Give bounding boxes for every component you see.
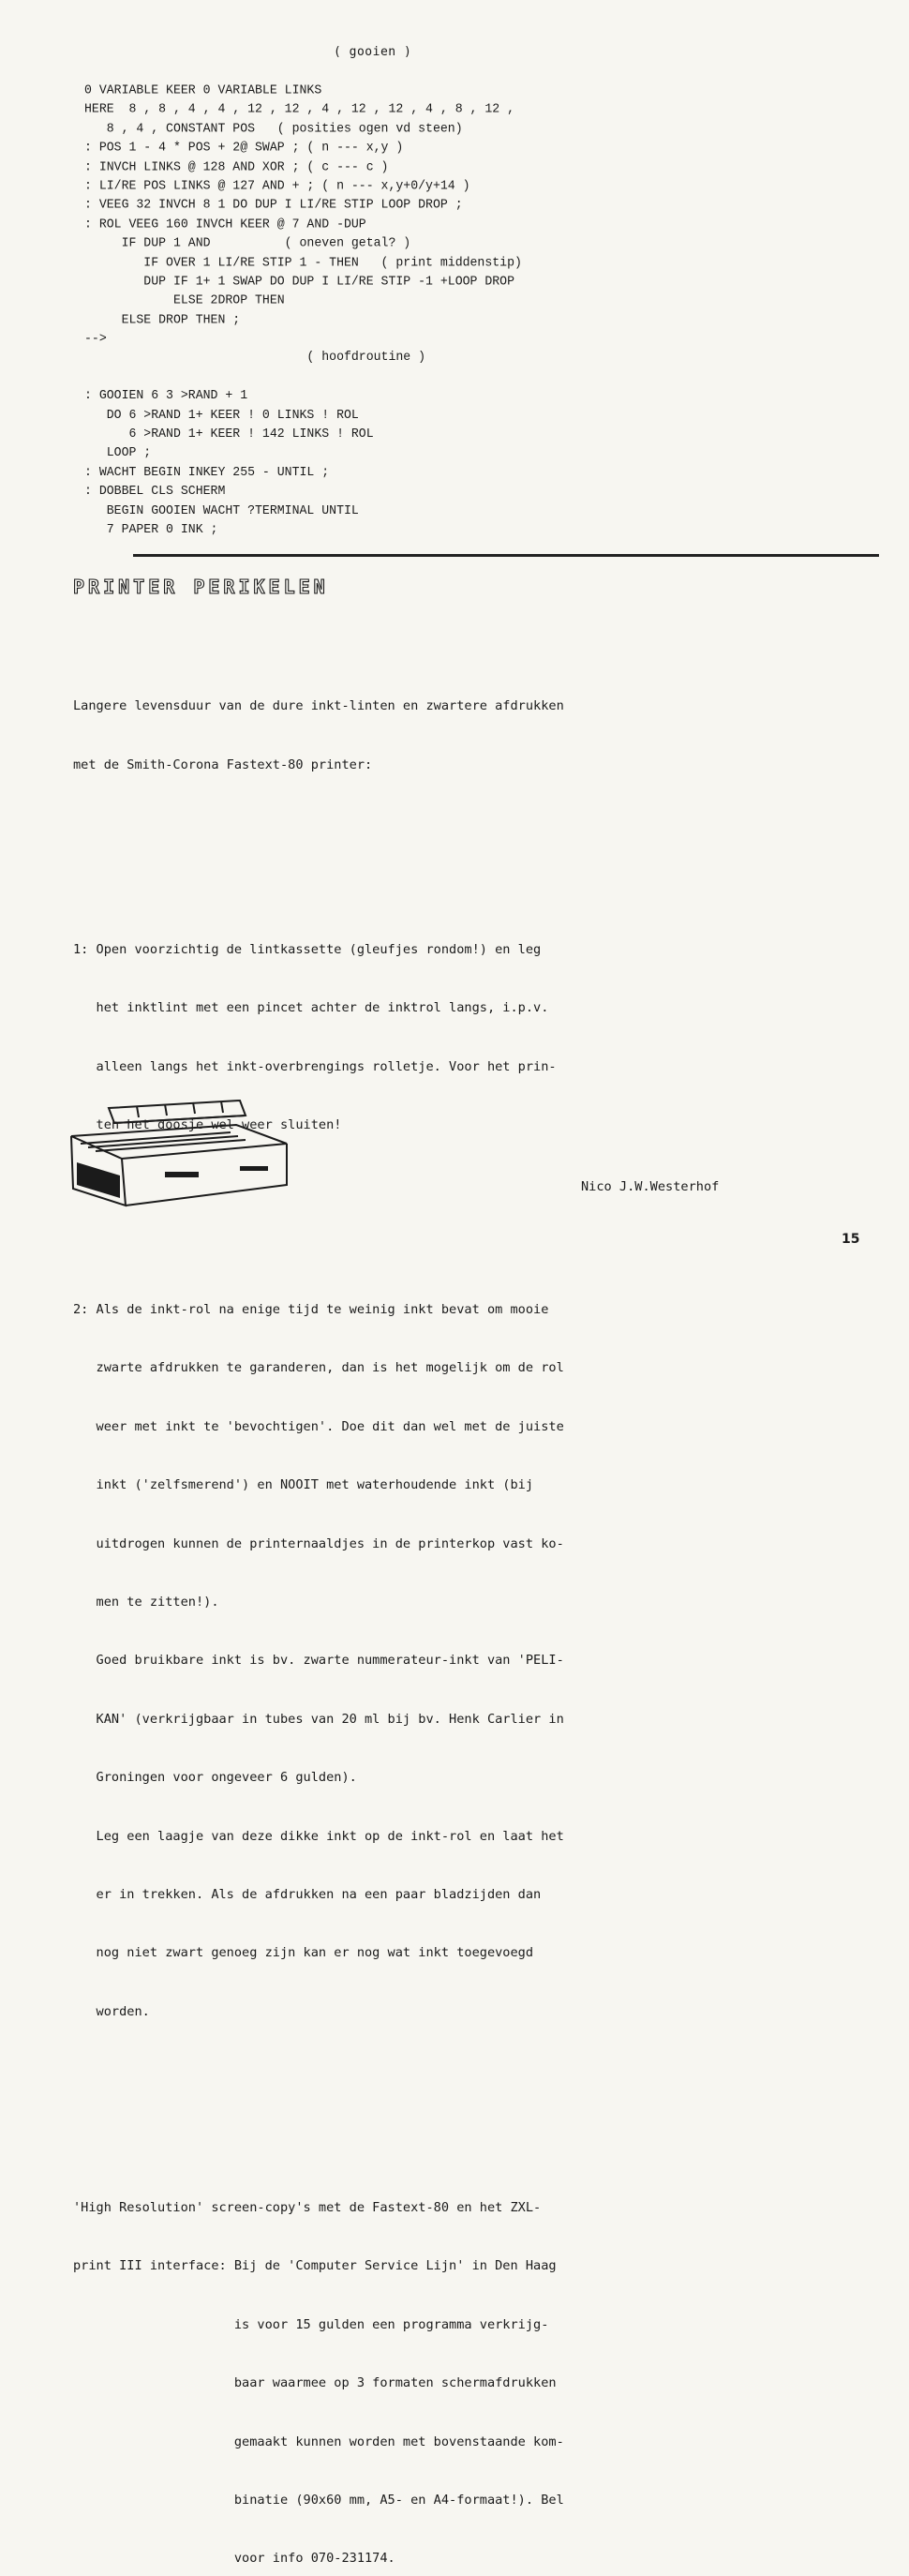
code-line: : POS 1 - 4 * POS + 2@ SWAP ; ( n --- x,y ) <box>84 140 404 155</box>
code-line: LOOP ; <box>84 444 152 460</box>
code-line: 7 PAPER 0 INK ; <box>84 521 218 537</box>
code-line: HERE 8 , 8 , 4 , 4 , 12 , 12 , 4 , 12 , 12 , 4 , 8 , 12 , <box>84 101 514 117</box>
printer-illustration-icon <box>52 1087 298 1207</box>
tip-2-line: KAN' (verkrijgbaar in tubes van 20 ml bij bv. Henk Carlier in <box>73 1711 564 1727</box>
code-line: : WACHT BEGIN INKEY 255 - UNTIL ; <box>84 464 330 480</box>
tip-2-line: weer met inkt te 'bevochtigen'. Doe dit dan wel met de juiste <box>73 1418 564 1434</box>
article-title: PRINTER PERIKELEN <box>73 576 329 598</box>
tip-2 <box>73 1262 795 2061</box>
code-line: : ROL VEEG 160 INVCH KEER @ 7 AND -DUP <box>84 216 366 232</box>
hires-line: voor info 070-231174. <box>73 2551 395 2567</box>
intro-line: met de Smith-Corona Fastext-80 printer: <box>73 756 373 772</box>
tip-2-line: Goed bruikbare inkt is bv. zwarte nummerateur-inkt van 'PELI- <box>73 1653 564 1669</box>
code-line: : GOOIEN 6 3 >RAND + 1 <box>84 387 248 403</box>
tip-2-line: zwarte afdrukken te garanderen, dan is het mogelijk om de rol <box>73 1360 564 1376</box>
hires-paragraph <box>73 2159 795 2576</box>
intro-line: Langere levensduur van de dure inkt-linten en zwartere afdrukken <box>73 698 564 714</box>
tip-1-line: ten het doosje wel weer sluiten! <box>73 1116 342 1132</box>
code-title: ( gooien ) <box>334 45 412 59</box>
tip-2-line: Groningen voor ongeveer 6 gulden). <box>73 1770 357 1786</box>
code-line: : DOBBEL CLS SCHERM <box>84 483 226 499</box>
tip-2-line: men te zitten!). <box>73 1595 219 1610</box>
code-line: ( hoofdroutine ) <box>84 350 426 365</box>
tip-2-line: uitdrogen kunnen de printernaaldjes in de printerkop vast ko- <box>73 1535 564 1551</box>
code-line: : VEEG 32 INVCH 8 1 DO DUP I LI/RE STIP LOOP DROP ; <box>84 197 463 213</box>
intro-paragraph <box>73 658 795 814</box>
code-line: ELSE DROP THEN ; <box>84 311 241 327</box>
tip-1-line: 1: Open voorzichtig de lintkassette (gleufjes rondom!) en leg <box>73 941 542 957</box>
tip-2-line: 2: Als de inkt-rol na enige tijd te weinig inkt bevat om mooie <box>73 1302 549 1318</box>
code-line: IF DUP 1 AND ( oneven getal? ) <box>84 234 411 250</box>
tip-2-line: nog niet zwart genoeg zijn kan er nog wat inkt toegevoegd <box>73 1945 534 1961</box>
code-line: 0 VARIABLE KEER 0 VARIABLE LINKS <box>84 82 322 97</box>
code-line: DO 6 >RAND 1+ KEER ! 0 LINKS ! ROL <box>84 407 359 422</box>
tip-2-line: er in trekken. Als de afdrukken na een paar bladzijden dan <box>73 1887 542 1902</box>
hires-line: baar waarmee op 3 formaten schermafdrukken <box>73 2375 557 2391</box>
hires-line: print III interface: Bij de 'Computer Service Lijn' in Den Haag <box>73 2258 557 2274</box>
section-divider <box>133 554 879 557</box>
code-line: 6 >RAND 1+ KEER ! 142 LINKS ! ROL <box>84 426 374 442</box>
forth-code-listing <box>84 81 522 539</box>
hires-line: binatie (90x60 mm, A5- en A4-formaat!). Bel <box>73 2492 564 2508</box>
tip-2-line: Leg een laagje van deze dikke inkt op de inkt-rol en laat het <box>73 1828 564 1844</box>
tip-1-line: het inktlint met een pincet achter de inktrol langs, i.p.v. <box>73 1000 549 1016</box>
author-signature: Nico J.W.Westerhof <box>581 1179 720 1194</box>
page-number: 15 <box>842 1232 860 1247</box>
code-line: BEGIN GOOIEN WACHT ?TERMINAL UNTIL <box>84 502 359 517</box>
hires-line: 'High Resolution' screen-copy's met de Fastext-80 en het ZXL- <box>73 2199 542 2215</box>
tip-2-line: worden. <box>73 2003 150 2019</box>
tip-2-line: inkt ('zelfsmerend') en NOOIT met waterhoudende inkt (bij <box>73 1477 534 1493</box>
article-body <box>73 619 795 2576</box>
hires-line: is voor 15 gulden een programma verkrijg- <box>73 2316 549 2332</box>
code-line <box>84 367 522 385</box>
code-line: IF OVER 1 LI/RE STIP 1 - THEN ( print middenstip) <box>84 254 522 270</box>
code-line: DUP IF 1+ 1 SWAP DO DUP I LI/RE STIP -1 +LOOP DROP <box>84 273 514 289</box>
code-line: 8 , 4 , CONSTANT POS ( posities ogen vd steen) <box>84 120 463 136</box>
hires-line: gemaakt kunnen worden met bovenstaande kom- <box>73 2434 564 2449</box>
code-line: : LI/RE POS LINKS @ 127 AND + ; ( n --- x,y+0/y+14 ) <box>84 177 470 193</box>
code-line: : INVCH LINKS @ 128 AND XOR ; ( c --- c ) <box>84 158 389 174</box>
code-line: ELSE 2DROP THEN <box>84 292 285 307</box>
tip-1-line: alleen langs het inkt-overbrengings rolletje. Voor het prin- <box>73 1058 557 1074</box>
code-line: --> <box>84 330 107 346</box>
